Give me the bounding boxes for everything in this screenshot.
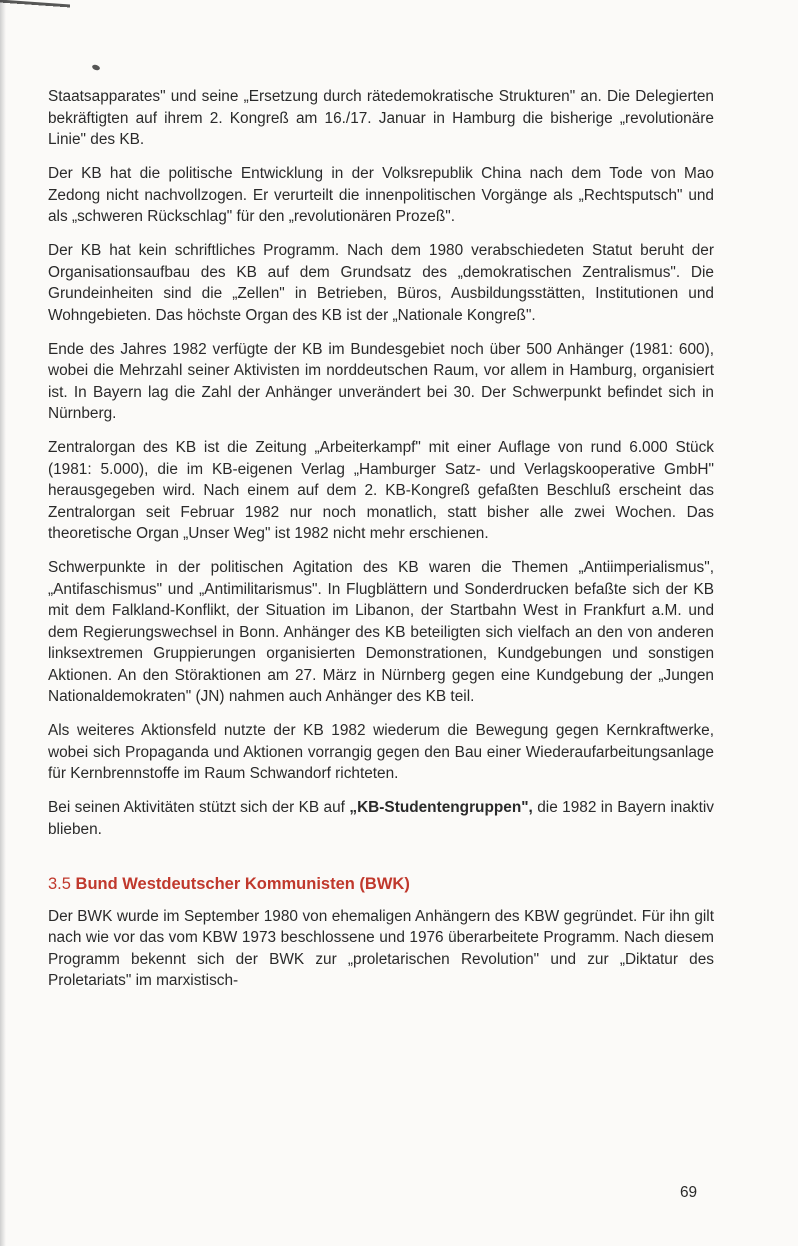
bold-term: „KB-Studentengruppen", bbox=[349, 799, 533, 816]
paragraph: Schwerpunkte in der politischen Agitation des KB waren die Themen „Antiimperialismus", „Antifaschismus" und „Antimilitarismus". In Flugblättern und Sonderdrucken befaßte sich der KB mit dem Falkland-Konflikt, der Situation im Libanon, der Startbahn West in Frankfurt a.M. und dem Regierungswechsel in Bonn. Anhänger des KB beteiligten sich vielfach an den von anderen linksextremen Gruppierungen organisierten Demonstrationen, Kundgebungen und sonstigen Aktionen. An den Störaktionen am 27. März in Nürnberg gegen eine Kundgebung der „Jungen Nationaldemokraten" (JN) nahmen auch Anhänger des KB teil. bbox=[48, 559, 714, 705]
section-number: 3.5 bbox=[48, 875, 71, 893]
binding-shadow bbox=[0, 0, 6, 1246]
paragraph: Staatsapparates" und seine „Ersetzung durch rätedemokratische Strukturen" an. Die Delegierten bekräftigten auf ihrem 2. Kongreß am 16./17. Januar in Hamburg die bisherige „revolutionäre Linie" des KB. bbox=[48, 88, 714, 148]
paragraph: Als weiteres Aktionsfeld nutzte der KB 1982 wiederum die Bewegung gegen Kernkraftwerke, wobei sich Propaganda und Aktionen vorrangig gegen den Bau einer Wiederaufarbeitungsanlage für Kernbrennstoffe im Raum Schwandorf richteten. bbox=[48, 722, 714, 782]
page-number: 69 bbox=[680, 1184, 698, 1201]
paragraph-text-before: Bei seinen Aktivitäten stützt sich der KB auf bbox=[48, 799, 350, 816]
section-title: Bund Westdeutscher Kommunisten (BWK) bbox=[75, 875, 410, 893]
paragraph: Zentralorgan des KB ist die Zeitung „Arbeiterkampf" mit einer Auflage von rund 6.000 Stück (1981: 5.000), die im KB-eigenen Verlag „Hamburger Satz- und Verlagskooperative GmbH" herausgegeben wird. Nach einem auf dem 2. KB-Kongreß gefaßten Beschluß erscheint das Zentralorgan seit Februar 1982 nur noch monatlich, statt bisher alle zwei Wochen. Das theoretische Organ „Unser Weg" ist 1982 nicht mehr erschienen. bbox=[48, 439, 714, 542]
paragraph: Der KB hat die politische Entwicklung in der Volksrepublik China nach dem Tode von Mao Zedong nicht nachvollzogen. Er verurteilt die innenpolitischen Vorgänge als „Rechtsputsch" und als „schweren Rückschlag" für den „revolutionären Prozeß". bbox=[48, 165, 714, 225]
scan-speck bbox=[91, 64, 100, 71]
scan-edge-mark bbox=[0, 0, 70, 18]
section-heading bbox=[48, 874, 714, 896]
section-paragraph: Der BWK wurde im September 1980 von ehemaligen Anhängern des KBW gegründet. Für ihn gilt nach wie vor das vom KBW 1973 beschlossene und 1976 überarbeitete Programm. Nach diesem Programm bekennt sich der BWK zur „proletarischen Revolution" und zur „Diktatur des Proletariats" im marxistisch- bbox=[48, 907, 714, 989]
paragraph-text-after: die 1982 in Bayern inaktiv blieben. bbox=[48, 799, 715, 838]
paragraph-kb-studentengruppen bbox=[48, 797, 714, 840]
paragraph: Der KB hat kein schriftliches Programm. Nach dem 1980 verabschiedeten Statut beruht der Organisationsaufbau des KB auf dem Grundsatz des „demokratischen Zentralismus". Die Grundeinheiten sind die „Zellen" in Betrieben, Büros, Ausbildungsstätten, Institutionen und Wohngebieten. Das höchste Organ des KB ist der „Nationale Kongreß". bbox=[48, 242, 714, 324]
paragraph: Ende des Jahres 1982 verfügte der KB im Bundesgebiet noch über 500 Anhänger (1981: 600), wobei die Mehrzahl seiner Aktivisten im norddeutschen Raum, vor allem in Hamburg, organisiert ist. In Bayern lag die Zahl der Anhänger unverändert bei 30. Der Schwerpunkt befindet sich in Nürnberg. bbox=[48, 340, 714, 422]
body-text bbox=[48, 86, 714, 1004]
